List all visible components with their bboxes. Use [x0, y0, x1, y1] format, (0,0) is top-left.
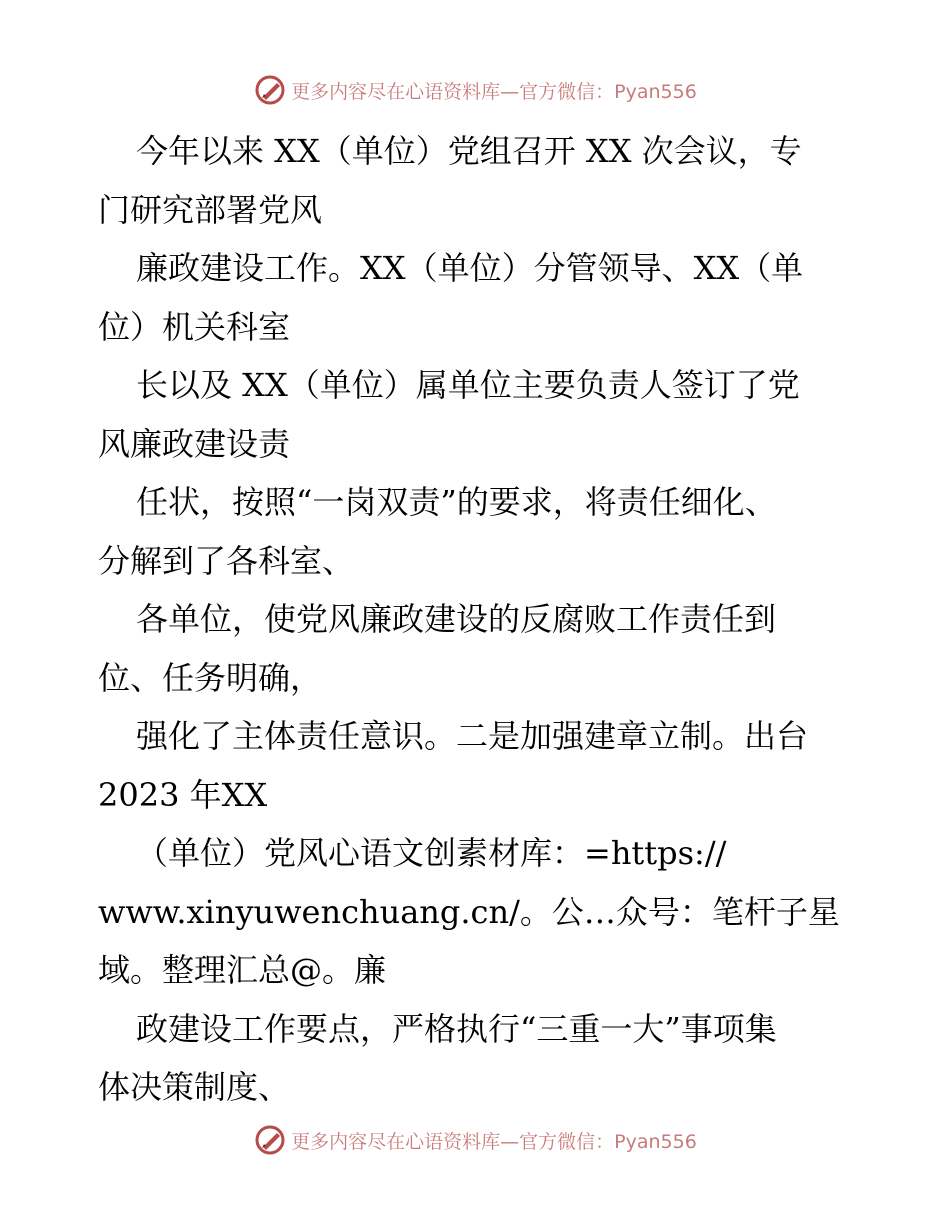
- text-line: 今年以来 XX（单位）党组召开 XX 次会议，专: [136, 132, 802, 170]
- text-line: （单位）党风心语文创素材库：=https://: [136, 834, 727, 872]
- text-line: 位、任务明确，: [98, 658, 323, 697]
- text-line: 廉政建设工作。XX（单位）分管领导、XX（单: [136, 249, 804, 287]
- header-banner-text: 更多内容尽在心语资料库—官方微信：Pyan556: [291, 80, 697, 103]
- text-line: 域。整理汇总@。廉: [98, 951, 387, 989]
- footer-banner-text: 更多内容尽在心语资料库—官方微信：Pyan556: [291, 1130, 697, 1153]
- pen-logo-icon: [253, 73, 287, 107]
- text-line: 位）机关科室: [98, 307, 291, 346]
- text-line: 2023 年XX: [98, 775, 268, 814]
- pen-logo-icon: [253, 1123, 287, 1157]
- text-line: 任状，按照“一岗双责”的要求，将责任细化、: [136, 483, 777, 521]
- text-line: 风廉政建设责: [98, 424, 291, 463]
- text-line: www.xinyuwenchuang.cn/。公…众号：笔杆子星: [98, 892, 840, 931]
- footer-banner: [0, 1120, 950, 1160]
- text-line: 门研究部署党风: [98, 190, 323, 229]
- text-line: 长以及 XX（单位）属单位主要负责人签订了党: [136, 366, 800, 404]
- header-banner: [0, 70, 950, 110]
- text-line: 强化了主体责任意识。二是加强建章立制。出台: [136, 717, 809, 755]
- text-line: 分解到了各科室、: [98, 541, 355, 580]
- text-line: 政建设工作要点，严格执行“三重一大”事项集: [136, 1009, 777, 1048]
- text-line: 体决策制度、: [98, 1068, 291, 1106]
- text-line: 各单位，使党风廉政建设的反腐败工作责任到: [136, 600, 777, 638]
- body-text: [98, 122, 858, 1117]
